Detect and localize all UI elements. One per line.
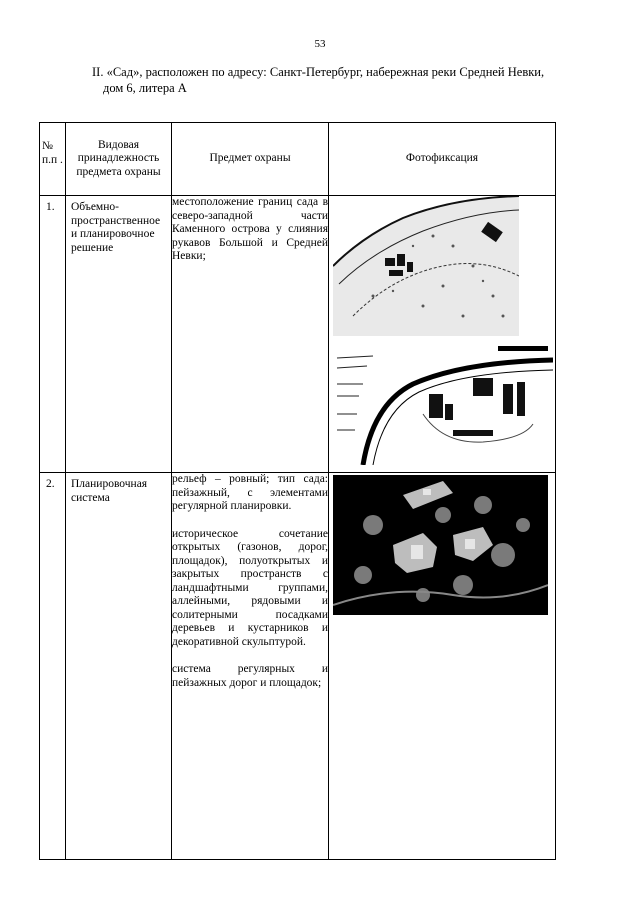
page-number: 53 [314,38,326,50]
historic-garden-plan [333,344,553,465]
row-kind-cell: Планировочная система [66,473,172,860]
header-number: № п.п . [40,123,66,196]
heading-line-2: дом 6, литера А [103,81,187,95]
header-kind: Видовая принадлежность предмета охраны [66,123,172,196]
row-photo-cell [329,196,556,473]
row-kind-cell: Объемно-пространственное и планировочное решение [66,196,172,473]
row-number-cell: 2. [40,473,66,860]
protection-table [39,122,556,860]
row-number-cell: 1. [40,196,66,473]
table-row [40,473,556,860]
header-photo: Фотофиксация [329,123,556,196]
section-heading [92,64,592,96]
table-row [40,196,556,473]
subject-text: рельеф – ровный; тип сада: пейзажный, с элементами регулярной планировки. [172,473,328,512]
row-subject-cell [172,196,329,473]
row-photo-cell [329,473,556,860]
heading-line-1: II. «Сад», расположен по адресу: Санкт-Петербург, набережная реки Средней Невки, [92,65,545,79]
header-subject: Предмет охраны [172,123,329,196]
historic-garden-map [333,196,519,336]
subject-text: местоположение границ сада в северо-западной части Каменного острова у слияния рукавов Большой и Средней Невки; [172,196,328,262]
subject-text: система регулярных и пейзажных дорог и площадок; [172,663,328,689]
aerial-photo [333,475,548,615]
subject-text: историческое сочетание открытых (газонов, дорог, площадок), полуоткрытых и закрытых пространств с ландшафтными группами, аллейными, рядовыми и солитерными посадками деревьев и кустарников и декоративной скульптурой. [172,527,328,648]
row-subject-cell [172,473,329,860]
table-header-row [40,123,556,196]
